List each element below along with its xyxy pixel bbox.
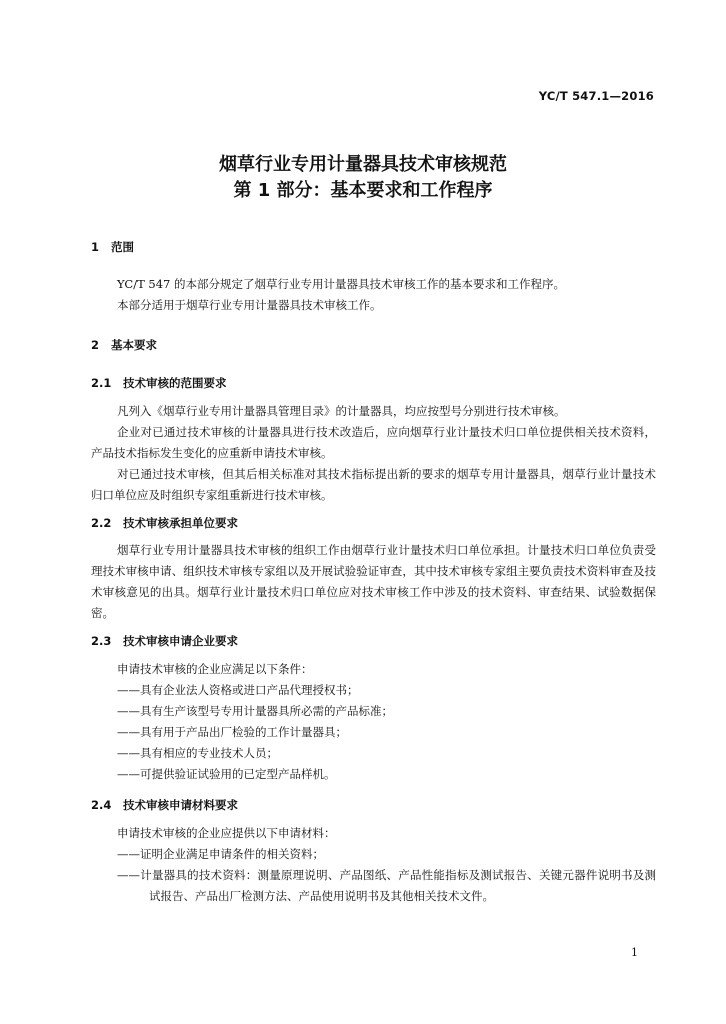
paragraph: 烟草行业专用计量器具技术审核的组织工作由烟草行业计量技术归口单位承担。计量技术归口单位负责受理技术审核申请、组织技术审核专家组以及开展试验验证审查，其中技术审核专家组主要负责技术资料审查及技术审核意见的出具。烟草行业计量技术归口单位应对技术审核工作中涉及的技术资料、审查结果、试验数据保密。: [91, 543, 656, 620]
subsection-2-4-heading: [91, 797, 238, 813]
section-number: 1: [91, 240, 100, 254]
document-title: 烟草行业专用计量器具技术审核规范: [219, 154, 507, 175]
subsection-title: 技术审核承担单位要求: [123, 516, 238, 530]
paragraph: 凡列入《烟草行业专用计量器具管理目录》的计量器具，均应按型号分别进行技术审核。: [117, 404, 566, 418]
subsection-number: 2.3: [91, 634, 112, 648]
subsection-title: 技术审核申请企业要求: [123, 634, 238, 648]
subsection-2-3-heading: [91, 633, 238, 649]
section-1-heading: [91, 239, 134, 255]
subsection-2-1-heading: [91, 375, 227, 391]
list-item: ——具有生产该型号专用计量器具所必需的产品标准；: [117, 704, 393, 718]
subsection-number: 2.4: [91, 798, 112, 812]
section-title: 基本要求: [111, 338, 157, 352]
subsection-title: 技术审核的范围要求: [123, 376, 227, 390]
page-number: 1: [631, 946, 638, 959]
section-number: 2: [91, 338, 100, 352]
list-item: ——计量器具的技术资料：测量原理说明、产品图纸、产品性能指标及测试报告、关键元器件说明书及测试报告、产品出厂检测方法、产品使用说明书及其他相关技术文件。: [117, 868, 656, 903]
list-item: ——具有用于产品出厂检验的工作计量器具；: [117, 725, 347, 739]
section-title: 范围: [111, 240, 134, 254]
list-item: ——证明企业满足申请条件的相关资料；: [117, 847, 324, 861]
paragraph: YC/T 547 的本部分规定了烟草行业专用计量器具技术审核工作的基本要求和工作程序。: [117, 277, 565, 291]
list-item: ——具有相应的专业技术人员；: [117, 746, 278, 760]
subsection-number: 2.2: [91, 516, 112, 530]
subsection-2-2-heading: [91, 515, 238, 531]
paragraph: 对已通过技术审核，但其后相关标准对其技术指标提出新的要求的烟草专用计量器具，烟草行业计量技术归口单位应及时组织专家组重新进行技术审核。: [91, 467, 656, 502]
subsection-title: 技术审核申请材料要求: [123, 798, 238, 812]
list-item: ——可提供验证试验用的已定型产品样机。: [117, 767, 336, 781]
document-code: YC/T 547.1—2016: [538, 89, 654, 103]
list-item: ——具有企业法人资格或进口产品代理授权书；: [117, 683, 359, 697]
paragraph: 企业对已通过技术审核的计量器具进行技术改造后，应向烟草行业计量技术归口单位提供相关技术资料，产品技术指标发生变化的应重新申请技术审核。: [91, 425, 656, 460]
paragraph: 申请技术审核的企业应满足以下条件：: [117, 662, 313, 676]
paragraph: 申请技术审核的企业应提供以下申请材料：: [117, 826, 336, 840]
document-subtitle: 第 1 部分：基本要求和工作程序: [233, 180, 493, 201]
subsection-number: 2.1: [91, 376, 112, 390]
section-2-heading: [91, 337, 157, 353]
paragraph: 本部分适用于烟草行业专用计量器具技术审核工作。: [117, 298, 382, 312]
